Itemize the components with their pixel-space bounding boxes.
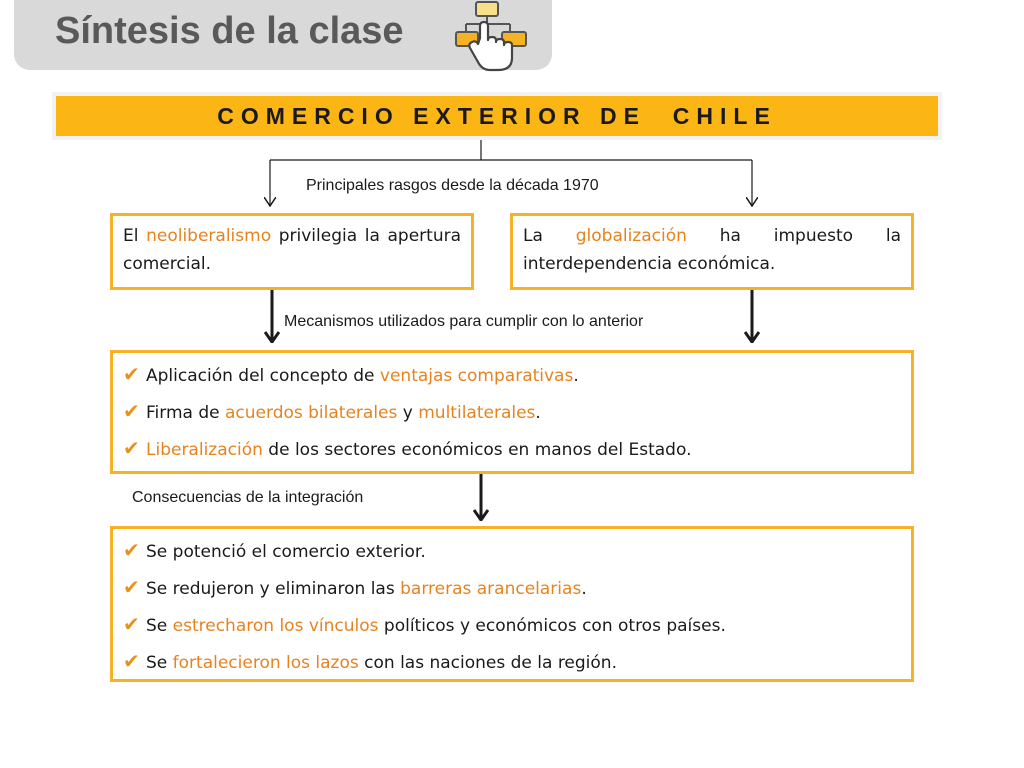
list-item: ✔ Liberalización de los sectores económicos en manos del Estado. bbox=[123, 431, 911, 468]
mechanisms-list bbox=[113, 353, 911, 468]
checkmark-icon: ✔ bbox=[123, 575, 140, 599]
globalization-box bbox=[510, 213, 914, 290]
list-item: ✔ Se fortalecieron los lazos con las naciones de la región. bbox=[123, 644, 911, 681]
banner-connector bbox=[270, 140, 752, 206]
label-mecanismos: Mecanismos utilizados para cumplir con lo anterior bbox=[284, 313, 644, 330]
neoliberalism-box bbox=[110, 213, 474, 290]
banner-title: COMERCIO EXTERIOR DE CHILE bbox=[217, 102, 777, 129]
main-banner bbox=[52, 92, 942, 140]
checkmark-icon: ✔ bbox=[123, 399, 140, 423]
list-item: ✔ Se redujeron y eliminaron las barreras arancelarias. bbox=[123, 570, 911, 607]
checkmark-icon: ✔ bbox=[123, 362, 140, 386]
hand-pointer-flowchart-icon bbox=[452, 0, 536, 74]
highlight-neoliberalismo: neoliberalismo bbox=[146, 226, 272, 246]
list-item: ✔ Se potenció el comercio exterior. bbox=[123, 533, 911, 570]
checkmark-icon: ✔ bbox=[123, 538, 140, 562]
globalization-text: La globalización ha impuesto la interdependencia económica. bbox=[523, 226, 901, 274]
label-consecuencias: Consecuencias de la integración bbox=[132, 489, 364, 506]
list-item: ✔ Firma de acuerdos bilaterales y multilaterales. bbox=[123, 394, 911, 431]
page-title: Síntesis de la clase bbox=[55, 10, 404, 52]
label-principales: Principales rasgos desde la década 1970 bbox=[306, 177, 599, 194]
list-item: ✔ Se estrecharon los vínculos políticos y económicos con otros países. bbox=[123, 607, 911, 644]
consequences-box bbox=[110, 526, 914, 682]
checkmark-icon: ✔ bbox=[123, 612, 140, 636]
checkmark-icon: ✔ bbox=[123, 436, 140, 460]
mechanisms-box bbox=[110, 350, 914, 474]
highlight-globalizacion: globalización bbox=[575, 226, 687, 246]
list-item: ✔ Aplicación del concepto de ventajas comparativas. bbox=[123, 357, 911, 394]
neoliberalism-text: El neoliberalismo privilegia la apertura comercial. bbox=[123, 226, 461, 274]
consequences-list bbox=[113, 529, 911, 681]
checkmark-icon: ✔ bbox=[123, 649, 140, 673]
banner-fill bbox=[56, 96, 938, 136]
